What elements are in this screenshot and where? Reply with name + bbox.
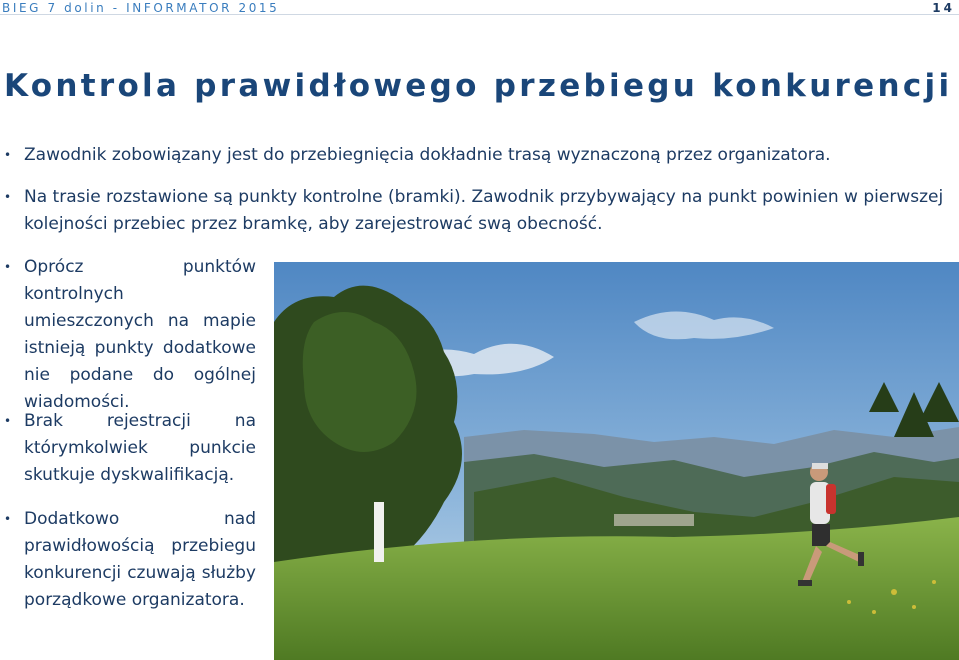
list-item-text: Brak rejestracji na którymkolwiek punkcie skutkuje dyskwalifikacją. — [24, 411, 256, 485]
bullet-icon: • — [4, 260, 12, 274]
page-title: Kontrola prawidłowego przebiegu konkurencji — [4, 68, 953, 104]
list-item — [4, 506, 256, 614]
list-item-text: Zawodnik zobowiązany jest do przebiegnięcia dokładnie trasą wyznaczoną przez organizatora. — [24, 145, 831, 165]
running-header: BIEG 7 dolin - INFORMATOR 2015 — [2, 1, 280, 15]
bullet-icon: • — [4, 512, 12, 526]
list-item-text: Oprócz punktów kontrolnych umieszczonych na mapie istnieją punkty dodatkowe nie podane do ogólnej wiadomości. — [24, 257, 256, 412]
list-item — [4, 254, 256, 416]
page-number: 14 — [932, 1, 955, 15]
runner-landscape-photo — [274, 262, 959, 660]
list-item-text: Na trasie rozstawione są punkty kontrolne (bramki). Zawodnik przybywający na punkt powinien w pierwszej kolejności przebiec przez bramkę, aby zarejestrować swą obecność. — [24, 187, 944, 234]
list-item — [4, 408, 256, 489]
list-item — [4, 184, 949, 238]
list-item-text: Dodatkowo nad prawidłowością przebiegu konkurencji czuwają służby porządkowe organizatora. — [24, 509, 256, 610]
header-divider — [0, 14, 959, 15]
list-item — [4, 142, 944, 169]
bullet-icon: • — [4, 190, 12, 204]
bullet-icon: • — [4, 414, 12, 428]
bullet-icon: • — [4, 148, 12, 162]
photo-illustration — [274, 262, 959, 660]
